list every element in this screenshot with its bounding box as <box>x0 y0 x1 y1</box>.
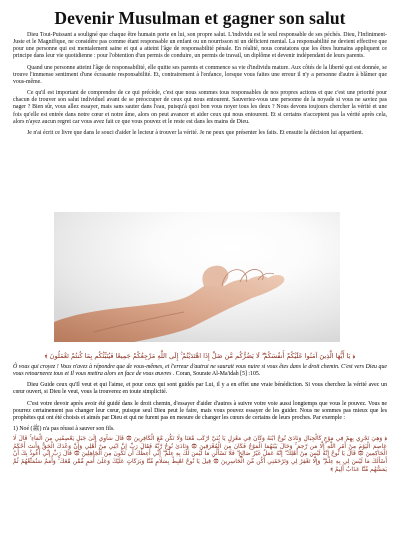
page-title: Devenir Musulman et gagner son salut <box>54 8 346 28</box>
list-item-noah: 1) Noé (ﷺ) n'a pas réussi à sauver son fils. <box>13 426 115 433</box>
translation-separator: . <box>172 371 176 378</box>
paragraph-5: Dieu Guide ceux qu'Il veut et qui l'aime, et pour ceux qui sont guidés par Lui, il y a en effet une vraie bénédiction. Si vous cherchez la vérité avec un cœur ouvert, si Dieu le veut, vous la trouverez en toute simplicité. <box>13 382 387 396</box>
quran-verse-arabic: ﴿ يَا أَيُّهَا الَّذِينَ آمَنُوا عَلَيْكُمْ أَنفُسَكُمْ ۖ لَا يَضُرُّكُم مَّن ضَلَّ إِذَا اهْتَدَيْتُمْ ۚ إِلَى اللَّهِ مَرْجِعُكُمْ جَمِيعًا فَيُنَبِّئُكُم بِمَا كُنتُمْ تَعْمَلُونَ ﴾ <box>44 352 356 360</box>
paragraph-1: Dieu Tout-Puissant a souligné que chaque être humain porte en lui, son propre salut. L'individu est le seul responsable de ses péchés. Dieu, l'Infiniment-Juste et le Magnifique, ne considère pas comme étant responsable un enfant ou un nourrisson ni un déficient mental. La responsabilité ne devient effective que pour une personne qui est mentalement saine et qui a atteint l'âge de responsabilité pénale. En réalité, nous constatons que les êtres humains appliquent ce principe dans leur vie quotidienne : pour l'obtention d'un permis de conduire, un permis de travail, un diplôme et devenir indépendant de leurs parents. <box>13 32 387 60</box>
hand-reaching-light-image <box>54 212 340 342</box>
quran-verses-noah-arabic: ﴿ وَهِيَ تَجْرِي بِهِمْ فِي مَوْجٍ كَالْجِبَالِ وَنَادَىٰ نُوحٌ ابْنَهُ وَكَانَ فِي مَعْزِلٍ يَا بُنَيَّ ارْكَب مَّعَنَا وَلَا تَكُن مَّعَ الْكَافِرِينَ ۞ قَالَ سَآوِي إِلَىٰ جَبَلٍ يَعْصِمُنِي مِنَ الْمَاءِ ۚ قَالَ لَا عَاصِمَ الْيَوْمَ مِنْ أَمْرِ اللَّهِ إِلَّا مَن رَّحِمَ ۚ وَحَالَ بَيْنَهُمَا الْمَوْجُ فَكَانَ مِنَ الْمُغْرَقِينَ ۞ وَنَادَىٰ نُوحٌ رَّبَّهُ فَقَالَ رَبِّ إِنَّ ابْنِي مِنْ أَهْلِي وَإِنَّ وَعْدَكَ الْحَقُّ وَأَنتَ أَحْكَمُ الْحَاكِمِينَ ۞ قَالَ يَا نُوحُ إِنَّهُ لَيْسَ مِنْ أَهْلِكَ ۖ إِنَّهُ عَمَلٌ غَيْرُ صَالِحٍ ۖ فَلَا تَسْأَلْنِ مَا لَيْسَ لَكَ بِهِ عِلْمٌ ۖ إِنِّي أَعِظُكَ أَن تَكُونَ مِنَ الْجَاهِلِينَ ۞ قَالَ رَبِّ إِنِّي أَعُوذُ بِكَ أَنْ أَسْأَلَكَ مَا لَيْسَ لِي بِهِ عِلْمٌ ۖ وَإِلَّا تَغْفِرْ لِي وَتَرْحَمْنِي أَكُن مِّنَ الْخَاسِرِينَ ۞ قِيلَ يَا نُوحُ اهْبِطْ بِسَلَامٍ مِّنَّا وَبَرَكَاتٍ عَلَيْكَ وَعَلَىٰ أُمَمٍ مِّمَّن مَّعَكَ ۚ وَأُمَمٌ سَنُمَتِّعُهُمْ ثُمَّ يَمَسُّهُم مِّنَّا عَذَابٌ أَلِيمٌ ﴾ <box>13 436 387 473</box>
paragraph-6: C'est votre devoir après avoir été guidé dans le droit chemin, d'essayer d'aider d'autres à suivre votre voie aussi longtemps que vous le pouvez. Vous ne pourrez certainement pas changer leur cœur, puisque seul Dieu peut le faire, mais vous pouvez essayer de les guider. Nous ne sommes pas mieux que les prophètes qui ont été choisis et aimés par Dieu et qui ne furent pas en mesure de changer les cœurs de certains de leurs proches. Par exemple : <box>13 400 387 421</box>
paragraph-2: Quand une personne atteint l'âge de responsabilité, elle quitte ses parents et commence sa vie d'individu mature. Aux côtés de la liberté qui est donnée, se trouve l'immense sentiment d'une écrasante responsabilité. Et, contrairement à l'enfance, lorsque vous faites une erreur il n'y a personne d'autre à blâmer que vous-même. <box>13 64 387 85</box>
translation-reference: Coran, Sourate Al-Ma'idah [5] :105. <box>175 371 261 378</box>
paragraph-3: Ce qu'il est important de comprendre de ce qui précède, c'est que nous sommes tous responsables de nos propres actions et que c'est une priorité pour chacun de trouver son salut individuel avant de se préoccuper de ceux qui nous entourent. Sauveriez-vous une personne de la noyade si vous ne saviez pas nager ? Bien sûr, vous allez essayer, mais sans sauter dans l'eau, puisqu'à quoi bon vous noyer tous les deux ? Nous devons toujours chercher la vérité et une fois qu'elle est entrée dans notre cœur et notre âme, alors on peut avancer et aider ceux qui nous entourent. Et si certains n'acceptent pas la vérité après cela, alors n'ayez aucun regret car vous avez fait ce que vous pouvez et le reste est dans les mains de Dieu. <box>13 90 387 125</box>
verse-translation <box>13 364 387 378</box>
lower-section <box>13 364 387 474</box>
translation-text: Ô vous qui croyez ! Vous n'avez à répondre que de vous-mêmes, et l'erreur d'autrui ne saurait vous nuire si vous êtes dans le droit chemin. C'est vers Dieu que vous retournerez tous et Il vous mettra alors en face de vous œuvres <box>13 364 387 378</box>
paragraph-4: Je n'ai écrit ce livre que dans le souci d'aider le lecteur à trouver la vérité. Je ne peux que présenter les faits. Et ensuite la décision lui appartient. <box>27 129 364 136</box>
